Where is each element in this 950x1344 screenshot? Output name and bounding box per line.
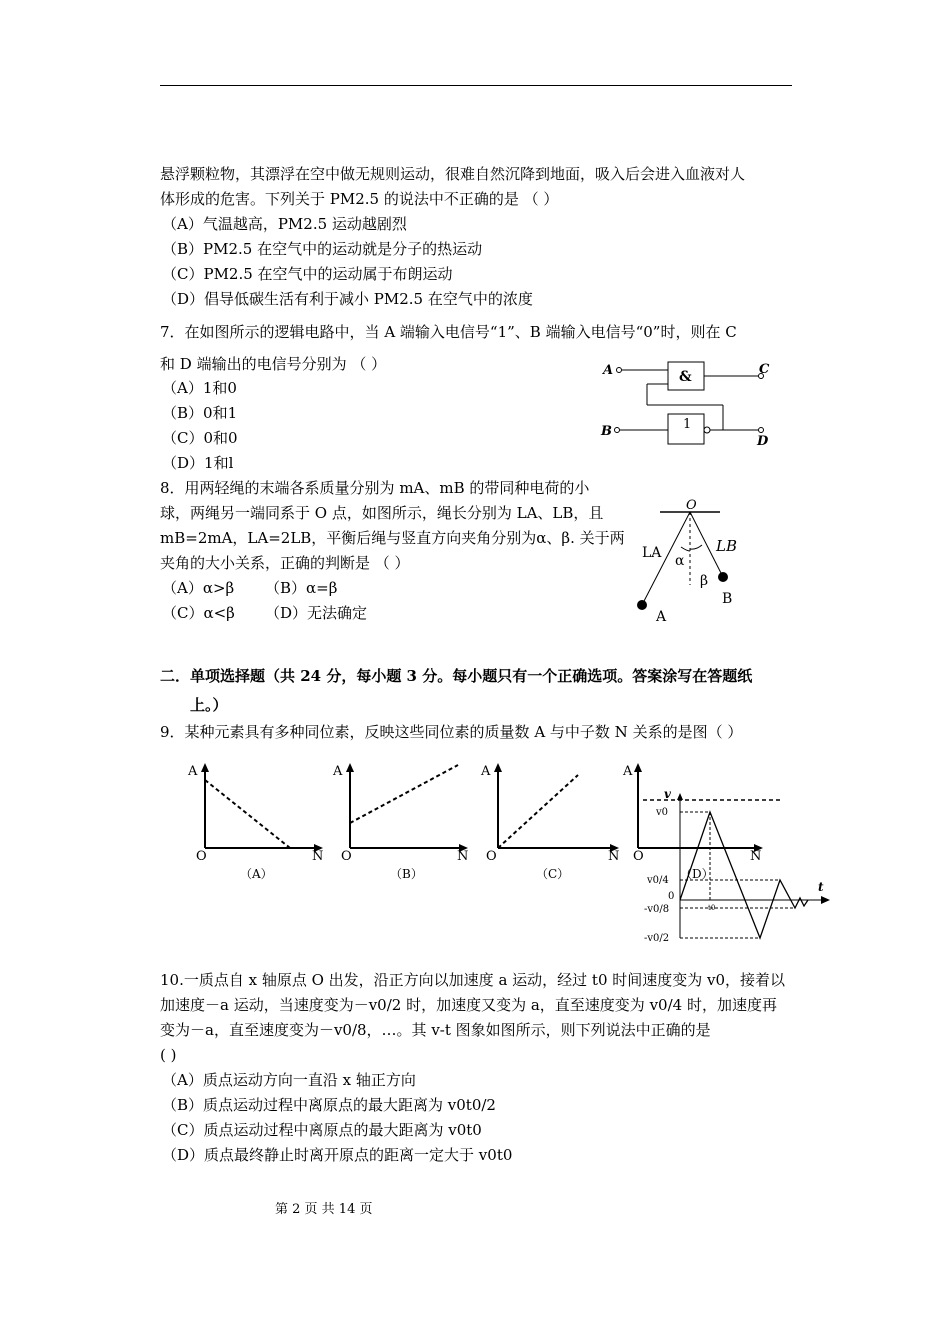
q8-option-d: （D）无法确定 <box>265 604 368 622</box>
q8-option-a: （A）α>β <box>162 579 235 597</box>
q10-option-d: （D）质点最终静止时离开原点的距离一定大于 v0t0 <box>162 1146 513 1164</box>
angle-beta-label: β <box>700 573 709 589</box>
header-rule <box>160 85 792 86</box>
svg-text:N: N <box>457 849 469 864</box>
section2-heading-cont: 上。） <box>190 696 228 714</box>
q7-option-a: （A）1和0 <box>162 379 237 397</box>
ball-a <box>637 600 647 610</box>
circuit-label-b: B <box>601 424 612 439</box>
q7-option-b: （B）0和1 <box>162 404 238 422</box>
q8-line4: 夹角的大小关系，正确的判断是 （ ） <box>160 554 410 572</box>
and-gate-symbol: & <box>679 369 692 385</box>
q7-option-c: （C）0和0 <box>162 429 238 447</box>
circuit-label-c: C <box>759 362 770 377</box>
length-label-la: LA <box>642 545 662 561</box>
svg-text:A: A <box>333 764 343 779</box>
svg-text:A: A <box>188 764 198 779</box>
q8-line3: mB=2mA，LA=2LB，平衡后绳与竖直方向夹角分别为α、β. 关于两 <box>160 529 625 547</box>
circuit-label-a: A <box>603 363 614 378</box>
q9-graph-c <box>478 760 623 885</box>
q8-option-c: （C）α<β <box>162 604 235 622</box>
svg-text:A: A <box>623 764 633 779</box>
graph-a-caption: （A） <box>240 867 273 881</box>
q10-option-a: （A）质点运动方向一直沿 x 轴正方向 <box>162 1071 416 1089</box>
graph-d-caption: （D） <box>680 867 714 881</box>
ball-a-label: A <box>656 609 667 625</box>
q9-text: 9．某种元素具有多种同位素，反映这些同位素的质量数 A 与中子数 N 关系的是图（ ） <box>160 723 743 741</box>
svg-text:O: O <box>196 849 207 864</box>
length-label-lb: LB <box>716 537 737 555</box>
pendulum-diagram <box>630 495 760 630</box>
q6-option-d: （D）倡导低碳生活有利于减小 PM2.5 在空气中的浓度 <box>162 290 533 308</box>
q10-option-c: （C）质点运动过程中离原点的最大距离为 v0t0 <box>162 1121 482 1139</box>
graph-c-caption: （C） <box>536 867 570 881</box>
vt-label-v0-4: v0/4 <box>647 875 669 886</box>
vt-label-t0: t0 <box>708 904 716 912</box>
svg-text:O: O <box>486 849 497 864</box>
q7-line2: 和 D 端输出的电信号分别为 （ ） <box>160 355 387 373</box>
ball-b <box>718 572 728 582</box>
not-gate-symbol: 1 <box>683 417 692 432</box>
vt-label-zero: 0 <box>668 891 675 902</box>
vt-axis-t: t <box>818 880 824 894</box>
circuit-label-d: D <box>757 434 769 449</box>
q10-option-b: （B）质点运动过程中离原点的最大距离为 v0t0/2 <box>162 1096 496 1114</box>
svg-text:N: N <box>608 849 620 864</box>
vt-label-neg-v0-2: -v0/2 <box>644 933 670 944</box>
q7-line1: 7．在如图所示的逻辑电路中，当 A 端输入电信号“1”、B 端输入电信号“0”时，则在 C <box>160 323 737 341</box>
ball-b-label: B <box>722 591 733 607</box>
q6-line1: 悬浮颗粒物，其漂浮在空中做无规则运动，很难自然沉降到地面，吸入后会进入血液对人 <box>160 165 746 183</box>
q6-option-b: （B）PM2.5 在空气中的运动就是分子的热运动 <box>162 240 483 258</box>
page-footer: 第 2 页 共 14 页 <box>275 1202 373 1217</box>
q10-line2: 加速度－a 运动，当速度变为－v0/2 时，加速度又变为 a，直至速度变为 v0/4 时，加速度再 <box>160 996 777 1014</box>
pivot-label-o: O <box>686 498 697 513</box>
q10-line3: 变为－a，直至速度变为－v0/8，…。其 v-t 图象如图所示，则下列说法中正确的是 <box>160 1021 711 1039</box>
q10-line1: 10.一质点自 x 轴原点 O 出发，沿正方向以加速度 a 运动，经过 t0 时间速度变为 v0，接着以 <box>160 971 786 989</box>
q8-line1: 8．用两轻绳的末端各系质量分别为 mA、mB 的带同种电荷的小 <box>160 479 590 497</box>
q10-line4: ( ) <box>160 1046 177 1064</box>
q7-option-d: （D）1和l <box>162 454 234 472</box>
q9-graph-b <box>330 760 470 885</box>
svg-text:A: A <box>481 764 491 779</box>
q9-graph-a <box>185 760 325 885</box>
q6-line2: 体形成的危害。下列关于 PM2.5 的说法中不正确的是 （ ） <box>160 190 559 208</box>
svg-text:N: N <box>312 849 324 864</box>
vt-axis-v: v <box>664 787 671 801</box>
q8-line2: 球，两绳另一端同系于 O 点，如图所示，绳长分别为 LA、LB，且 <box>160 504 604 522</box>
vt-label-neg-v0-8: -v0/8 <box>644 904 670 915</box>
q6-option-c: （C）PM2.5 在空气中的运动属于布朗运动 <box>162 265 453 283</box>
svg-text:O: O <box>633 849 644 864</box>
q9-graph-d-and-vt-graph <box>620 760 840 950</box>
vt-label-v0: v0 <box>656 807 669 818</box>
section2-heading: 二．单项选择题（共 24 分，每小题 3 分。每小题只有一个正确选项。答案涂写在答题纸 <box>160 667 753 685</box>
svg-text:N: N <box>750 849 762 864</box>
q8-option-b: （B）α=β <box>265 579 338 597</box>
angle-alpha-label: α <box>675 553 685 569</box>
graph-b-caption: （B） <box>390 867 423 881</box>
svg-text:O: O <box>341 849 352 864</box>
logic-circuit-diagram <box>595 360 785 455</box>
q6-option-a: （A）气温越高，PM2.5 运动越剧烈 <box>162 215 407 233</box>
